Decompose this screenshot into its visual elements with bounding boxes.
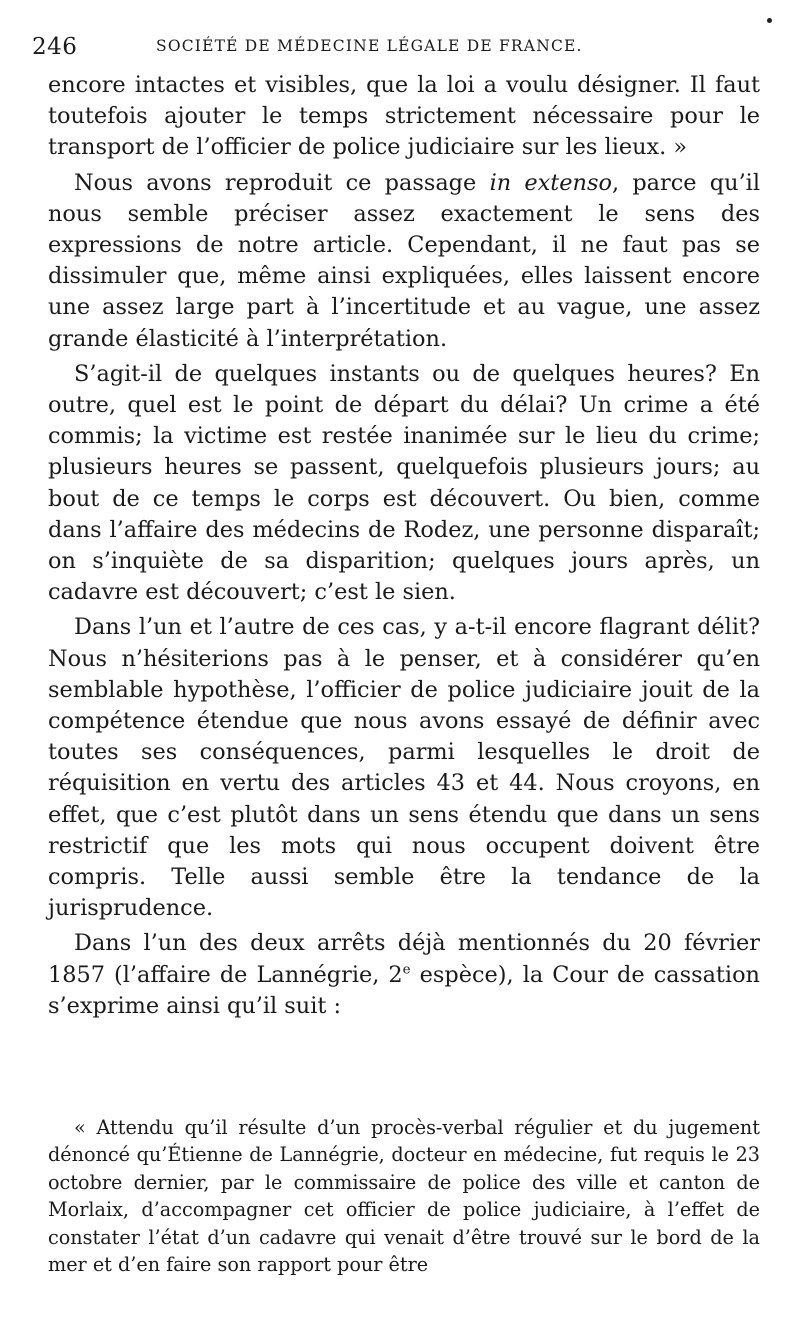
page-header — [32, 34, 650, 62]
quoted-ruling — [48, 1114, 760, 1278]
running-title: SOCIÉTÉ DE MÉDECINE LÉGALE DE FRANCE. — [156, 37, 583, 55]
page-number: 246 — [32, 34, 78, 60]
text-run: Dans l’un des deux arrêts déjà mentionnés du 20 février 1857 (l’affaire de Lannégrie, 2 — [48, 930, 760, 988]
text-run: S’agit-il de quelques instants ou de quelques heures? En outre, quel est le point de départ du délai? Un crime a été commis; la victime est restée inanimée sur le lieu du crime; plusieurs heures se passent, quelquefois plusieurs jours; au bout de ce temps le corps est découvert. Ou bien, comme dans l’affaire des médecins de Rodez, une personne disparaît; on s’inquiète de sa disparition; quelques jours après, un cadavre est découvert; c’est le sien. — [48, 360, 760, 606]
text-run: , parce qu’il nous semble préciser assez exactement le sens des expressions de notre article. Cependant, il ne faut pas se dissimuler que, même ainsi expliquées, elles laissent encore une assez large part à l’incertitude et au vague, une assez grande élasticité à l’interprétation. — [48, 169, 761, 352]
paragraph — [48, 359, 760, 609]
text-run: Dans l’un et l’autre de ces cas, y a-t-il encore flagrant délit? Nous n’hésiterions pas à le penser, et à considérer qu’en semblable hypothèse, l’officier de police judiciaire jouit de la compétence étendue que nous avons essayé de définir avec toutes ses conséquences, parmi lesquelles le droit de réquisition en vertu des articles 43 et 44. Nous croyons, en effet, que c’est plutôt dans un sens étendu que dans un sens restrictif que les mots qui nous occupent doivent être compris. Telle aussi semble être la tendance de la jurisprudence. — [48, 614, 760, 922]
text-run: espèce), la Cour de cassation s’exprime ainsi qu’il suit : — [48, 961, 760, 1019]
paragraph — [48, 70, 760, 164]
text-run: Nous avons reproduit ce passage — [74, 169, 490, 196]
paragraph — [48, 928, 760, 1022]
superscript: e — [402, 962, 411, 978]
italic-phrase: in extenso — [489, 169, 612, 196]
margin-dot — [767, 18, 772, 23]
quote-paragraph: « Attendu qu’il résulte d’un procès-verbal régulier et du jugement dénoncé qu’Étienne de Lannégrie, docteur en médecine, fut requis le 23 octobre dernier, par le commissaire de police des ville et canton de Morlaix, d’accompagner cet officier de police judiciaire, à l’effet de constater l’état d’un cadavre qui venait d’être trouvé sur le bord de la mer et d’en faire son rapport pour être — [48, 1116, 760, 1277]
paragraph — [48, 168, 760, 355]
text-run: encore intactes et visibles, que la loi a voulu désigner. Il faut toutefois ajouter le temps strictement nécessaire pour le transport de l’officier de police judiciaire sur les lieux. » — [48, 72, 760, 161]
main-text — [48, 70, 760, 1022]
paragraph — [48, 612, 760, 924]
